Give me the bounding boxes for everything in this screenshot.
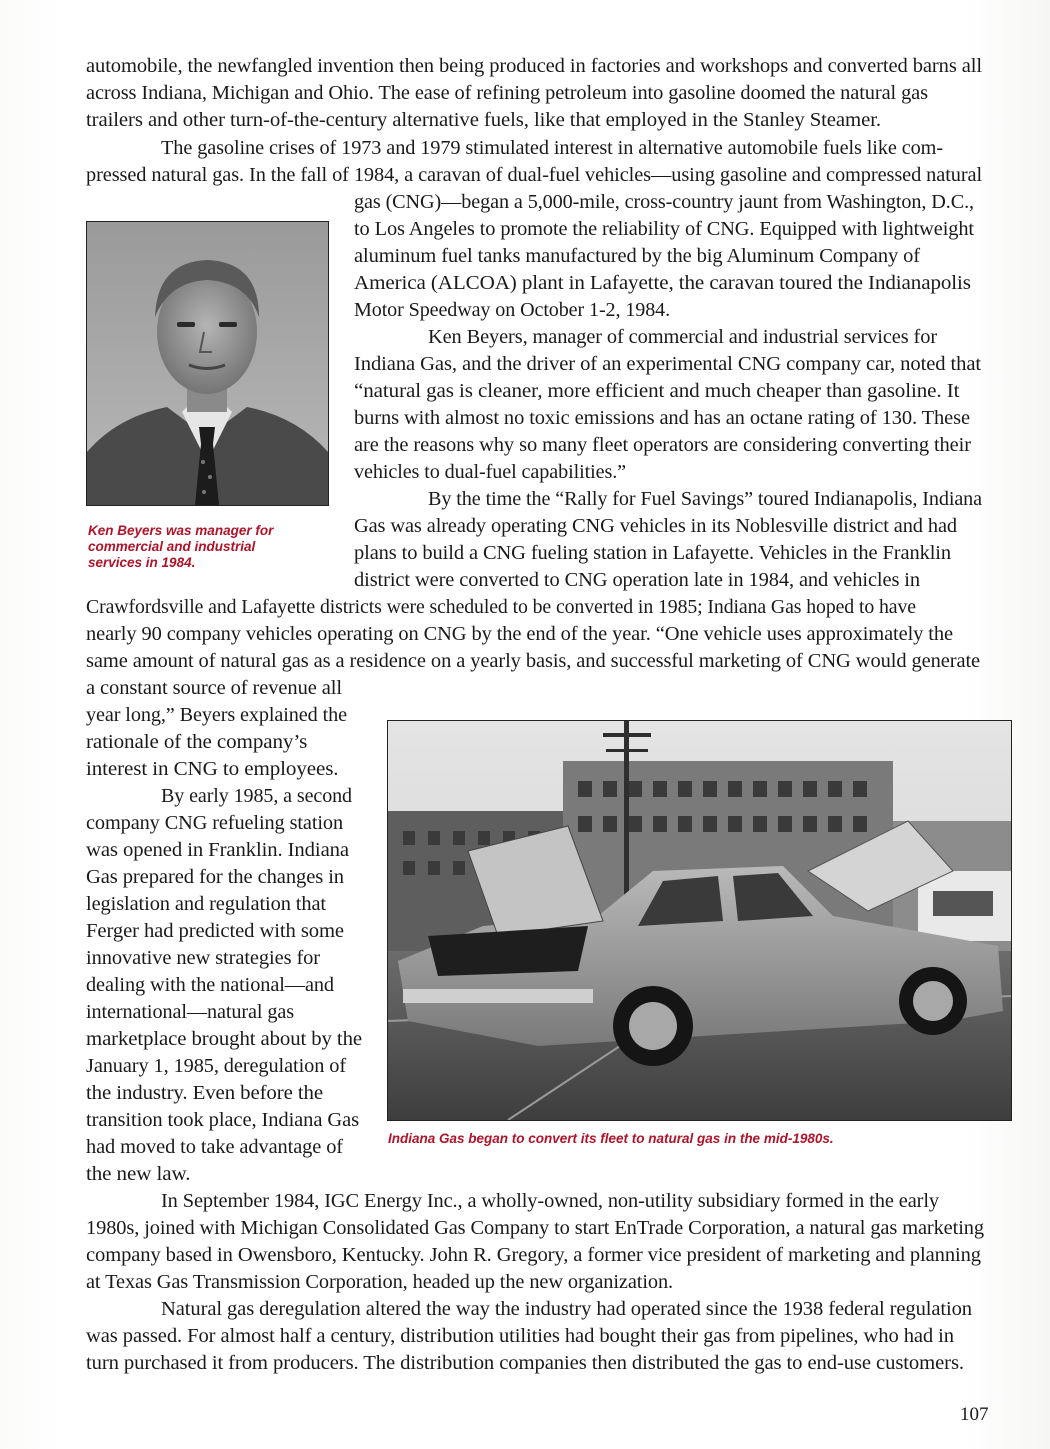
text-line: interest in CNG to employees.	[86, 759, 339, 780]
text-line: the new law.	[86, 1164, 191, 1185]
text-line: 1980s, joined with Michigan Consolidated Gas Company to start EnTrade Corporation, a natural gas marketing	[86, 1218, 984, 1239]
text-line: had moved to take advantage of	[86, 1137, 343, 1158]
text-line: automobile, the newfangled invention then being produced in factories and workshops and converted barns all	[86, 56, 982, 77]
text-line: to Los Angeles to promote the reliability of CNG. Equipped with lightweight	[354, 219, 974, 240]
portrait-photo	[86, 221, 329, 506]
text-line: company based in Owensboro, Kentucky. John R. Gregory, a former vice president of marketing and planning	[86, 1245, 981, 1266]
text-line: company CNG refueling station	[86, 813, 344, 834]
text-line: “natural gas is cleaner, more efficient and much cheaper than gasoline. It	[354, 381, 960, 402]
text-line: pressed natural gas. In the fall of 1984, a caravan of dual-fuel vehicles—using gasoline and compressed natural	[86, 165, 983, 186]
text-line: The gasoline crises of 1973 and 1979 stimulated interest in alternative automobile fuels like com-	[161, 138, 944, 159]
text-line: Gas was already operating CNG vehicles in its Noblesville district and had	[354, 516, 957, 537]
text-line: In September 1984, IGC Energy Inc., a wholly-owned, non-utility subsidiary formed in the early	[161, 1191, 939, 1212]
text-line: America (ALCOA) plant in Lafayette, the caravan toured the Indianapolis	[354, 273, 971, 294]
text-line: turn purchased it from producers. The distribution companies then distributed the gas to end-use customers.	[86, 1353, 964, 1374]
text-line: By early 1985, a second	[161, 786, 352, 807]
text-line: dealing with the national—and	[86, 975, 334, 996]
text-line: burns with almost no toxic emissions and has an octane rating of 130. These	[354, 408, 971, 429]
text-line: Indiana Gas, and the driver of an experimental CNG company car, noted that	[354, 354, 982, 375]
text-line: was opened in Franklin. Indiana	[86, 840, 349, 861]
text-line: By the time the “Rally for Fuel Savings” toured Indianapolis, Indiana	[428, 489, 983, 510]
text-line: are the reasons why so many fleet operators are considering converting their	[354, 435, 971, 456]
text-line: international—natural gas	[86, 1002, 295, 1023]
text-line: same amount of natural gas as a residence on a yearly basis, and successful marketing of CNG would generate	[86, 651, 981, 672]
text-line: a constant source of revenue all	[86, 678, 342, 699]
text-line: gas (CNG)—began a 5,000-mile, cross-country jaunt from Washington, D.C.,	[354, 192, 975, 213]
text-line: Gas prepared for the changes in	[86, 867, 345, 888]
text-line: Motor Speedway on October 1-2, 1984.	[354, 300, 671, 321]
text-line: Ferger had predicted with some	[86, 921, 344, 942]
text-line: across Indiana, Michigan and Ohio. The ease of refining petroleum into gasoline doomed the natural gas	[86, 83, 928, 104]
text-line: legislation and regulation that	[86, 894, 326, 915]
car-photo	[387, 720, 1012, 1121]
text-line: plans to build a CNG fueling station in Lafayette. Vehicles in the Franklin	[354, 543, 952, 564]
page-number: 107	[960, 1404, 989, 1425]
text-line: Ken Beyers, manager of commercial and industrial services for	[428, 327, 937, 348]
portrait-caption: Ken Beyers was manager for commercial and industrial services in 1984.	[88, 523, 274, 570]
text-line: at Texas Gas Transmission Corporation, headed up the new organization.	[86, 1272, 674, 1293]
text-line: nearly 90 company vehicles operating on CNG by the end of the year. “One vehicle uses approximately the	[86, 624, 953, 645]
text-line: trailers and other turn-of-the-century alternative fuels, like that employed in the Stanley Steamer.	[86, 110, 881, 131]
text-line: transition took place, Indiana Gas	[86, 1110, 359, 1131]
car-caption: Indiana Gas began to convert its fleet to natural gas in the mid-1980s.	[388, 1131, 834, 1146]
text-line: rationale of the company’s	[86, 732, 308, 753]
text-line: vehicles to dual-fuel capabilities.”	[354, 462, 626, 483]
text-line: aluminum fuel tanks manufactured by the big Aluminum Company of	[354, 246, 920, 267]
text-line: Crawfordsville and Lafayette districts were scheduled to be converted in 1985; Indiana Gas hoped to have	[86, 597, 916, 618]
text-line: was passed. For almost half a century, distribution utilities had bought their gas from pipelines, who had in	[86, 1326, 954, 1347]
text-line: year long,” Beyers explained the	[86, 705, 347, 726]
text-line: district were converted to CNG operation late in 1984, and vehicles in	[354, 570, 921, 591]
text-line: January 1, 1985, deregulation of	[86, 1056, 346, 1077]
text-line: Natural gas deregulation altered the way the industry had operated since the 1938 federal regulation	[161, 1299, 972, 1320]
text-line: innovative new strategies for	[86, 948, 321, 969]
text-line: the industry. Even before the	[86, 1083, 324, 1104]
text-line: marketplace brought about by the	[86, 1029, 363, 1050]
